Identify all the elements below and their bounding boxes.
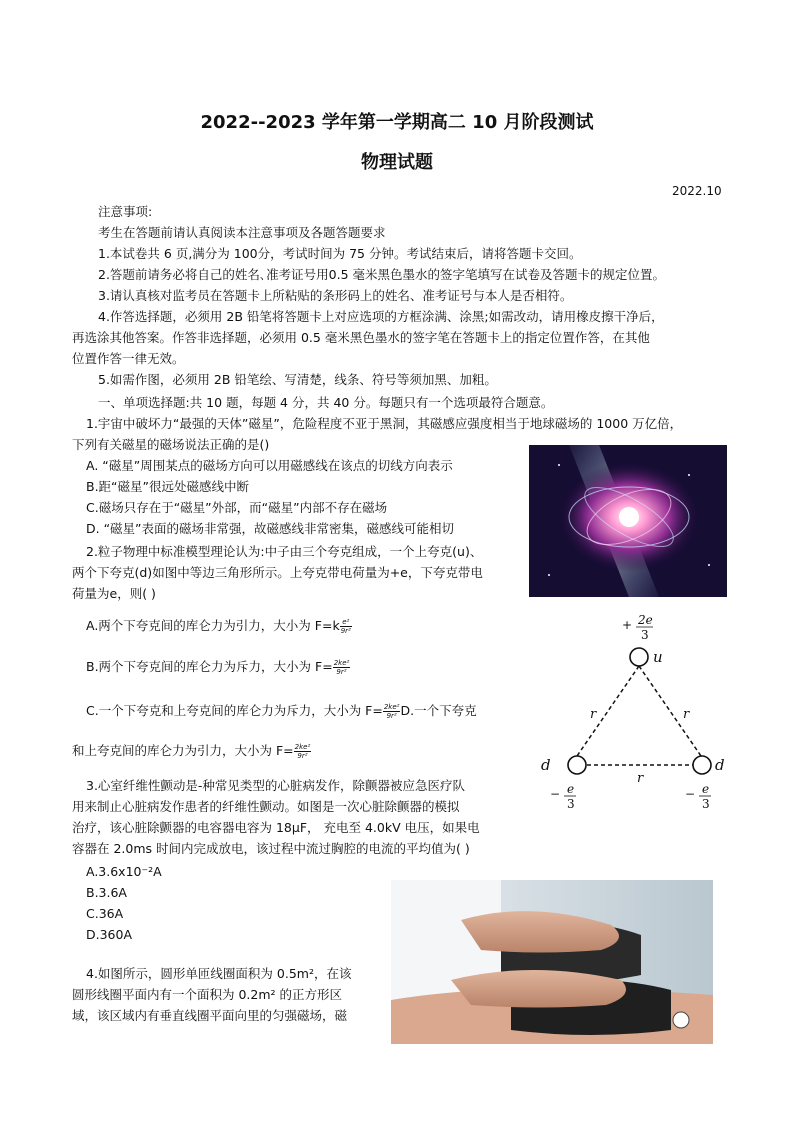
notice-line: 再选涂其他答案。作答非选择题，必须用 0.5 毫米黑色墨水的签字笔在答题卡上的指定位置作答，在其他 xyxy=(72,330,650,345)
notice-line: 1.本试卷共 6 页,满分为 100分，考试时间为 75 分钟。考试结束后，请将答题卡交回。 xyxy=(98,246,582,261)
fraction: $\frac{\text{e²}}{\text{9r²}}$ xyxy=(340,618,351,635)
d-charge-den: 3 xyxy=(567,797,575,811)
q1-option-c: C.磁场只存在于“磁星”外部，而“磁星”内部不存在磁场 xyxy=(86,500,388,515)
q1-stem: 1.宇宙中破坏力“最强的天体”磁星”，危险程度不亚于黑洞，其磁感应强度相当于地球磁场的 1000 万亿倍， xyxy=(86,416,683,431)
u-charge-den: 3 xyxy=(641,628,649,642)
q3-stem: 容器在 2.0ms 时间内完成放电，该过程中流过胸腔的电流的平均值为( ) xyxy=(72,841,470,856)
q2-option-b xyxy=(86,656,350,677)
q2-stem: 荷量为e，则( ) xyxy=(72,586,156,601)
magnetar-image xyxy=(529,445,727,597)
r-label-right: r xyxy=(683,707,690,722)
q3-option-b: B.3.6A xyxy=(86,885,127,900)
q2-stem: 2.粒子物理中标准模型理论认为:中子由三个夸克组成，一个上夸克(u)、 xyxy=(86,544,483,559)
q3-stem: 用来制止心脏病发作患者的纤维性颤动。如图是一次心脏除颤器的模拟 xyxy=(72,799,460,814)
notice-line: 3.请认真核对监考员在答题卡上所粘贴的条形码上的姓名、准考证号与本人是否相符。 xyxy=(98,288,573,303)
exam-date: 2022.10 xyxy=(672,184,722,198)
q2-option-d xyxy=(72,740,311,761)
d-charge-sign: − xyxy=(685,787,696,801)
notice-line: 4.作答选择题，必须用 2B 铅笔将答题卡上对应选项的方框涂满、涂黑;如需改动，请用橡皮擦干净后， xyxy=(98,309,664,324)
q2-option-a-text: A.两个下夸克间的库仑力为引力，大小为 F=k xyxy=(86,618,340,633)
q3-stem: 治疗，该心脏除颤器的电容器电容为 18μF， 充电至 4.0kV 电压，如果电 xyxy=(72,820,480,835)
fraction: $\frac{\text{2ke²}}{\text{9r²}}$ xyxy=(333,659,350,676)
down-quark-circle xyxy=(693,756,711,774)
up-quark-circle xyxy=(630,648,648,666)
notice-heading: 注意事项: xyxy=(98,204,153,219)
d-charge-sign: − xyxy=(550,787,561,801)
d-charge-num: e xyxy=(567,782,575,796)
notice-line: 5.如需作图，必须用 2B 铅笔绘、写清楚，线条、符号等须加黑、加粗。 xyxy=(98,372,497,387)
u-label: u xyxy=(653,648,663,666)
defibrillator-photo xyxy=(391,880,713,1044)
q1-option-a: A. “磁星”周围某点的磁场方向可以用磁感线在该点的切线方向表示 xyxy=(86,458,453,473)
q2-option-c-text: C.一个下夸克和上夸克间的库仑力为斥力，大小为 F= xyxy=(86,703,383,718)
section-heading: 一、单项选择题:共 10 题，每题 4 分，共 40 分。每题只有一个选项最符合题意。 xyxy=(98,395,554,410)
q1-option-d: D. “磁星”表面的磁场非常强，故磁感线非常密集，磁感线可能相切 xyxy=(86,521,455,536)
q3-option-c: C.36A xyxy=(86,906,124,921)
notice-line: 2.答题前请务必将自己的姓名､准考证号用0.5 毫米黑色墨水的签字笔填写在试卷及答题卡的规定位置。 xyxy=(98,267,666,282)
d-label-right: d xyxy=(715,756,725,774)
q2-option-d-text: 和上夸克间的库仑力为引力，大小为 F= xyxy=(72,743,294,758)
q3-option-d: D.360A xyxy=(86,927,133,942)
d-charge-den: 3 xyxy=(702,797,710,811)
q1-option-b: B.距“磁星”很远处磁感线中断 xyxy=(86,479,250,494)
q2-option-d-text: D.一个下夸克 xyxy=(400,703,477,718)
down-quark-circle xyxy=(568,756,586,774)
quark-triangle-diagram xyxy=(535,610,745,815)
fraction: $\frac{\text{2ke²}}{\text{9r²}}$ xyxy=(294,743,311,760)
q2-stem: 两个下夸克(d)如图中等边三角形所示。上夸克带电荷量为+e，下夸克带电 xyxy=(72,565,483,580)
d-label-left: d xyxy=(541,756,551,774)
q4-stem: 4.如图所示，圆形单匝线圈面积为 0.5m²，在该 xyxy=(86,966,352,981)
q2-option-b-text: B.两个下夸克间的库仑力为斥力，大小为 F= xyxy=(86,659,333,674)
q2-option-c xyxy=(86,700,477,721)
d-charge-num: e xyxy=(702,782,710,796)
q3-stem: 3.心室纤维性颤动是-种常见类型的心脏病发作，除颤器被应急医疗队 xyxy=(86,778,465,793)
u-charge-sign: + xyxy=(622,618,633,632)
u-charge-num: 2e xyxy=(638,613,653,627)
notice-line: 位置作答一律无效。 xyxy=(72,351,185,366)
q4-stem: 域，该区域内有垂直线圈平面向里的匀强磁场，磁 xyxy=(72,1008,348,1023)
page-subtitle: 物理试题 xyxy=(361,152,433,173)
q2-option-a xyxy=(86,615,352,636)
q3-option-a: A.3.6x10⁻²A xyxy=(86,864,162,879)
fraction: $\frac{\text{2ke²}}{\text{9r²}}$ xyxy=(383,703,400,720)
r-label-bottom: r xyxy=(637,771,644,786)
r-label-left: r xyxy=(590,707,597,722)
q4-stem: 圆形线圈平面内有一个面积为 0.2m² 的正方形区 xyxy=(72,987,343,1002)
page-title: 2022--2023 学年第一学期高二 10 月阶段测试 xyxy=(200,112,594,133)
notice-line: 考生在答题前请认真阅读本注意事项及各题答题要求 xyxy=(98,225,386,240)
q1-stem: 下列有关磁星的磁场说法正确的是() xyxy=(72,437,270,452)
